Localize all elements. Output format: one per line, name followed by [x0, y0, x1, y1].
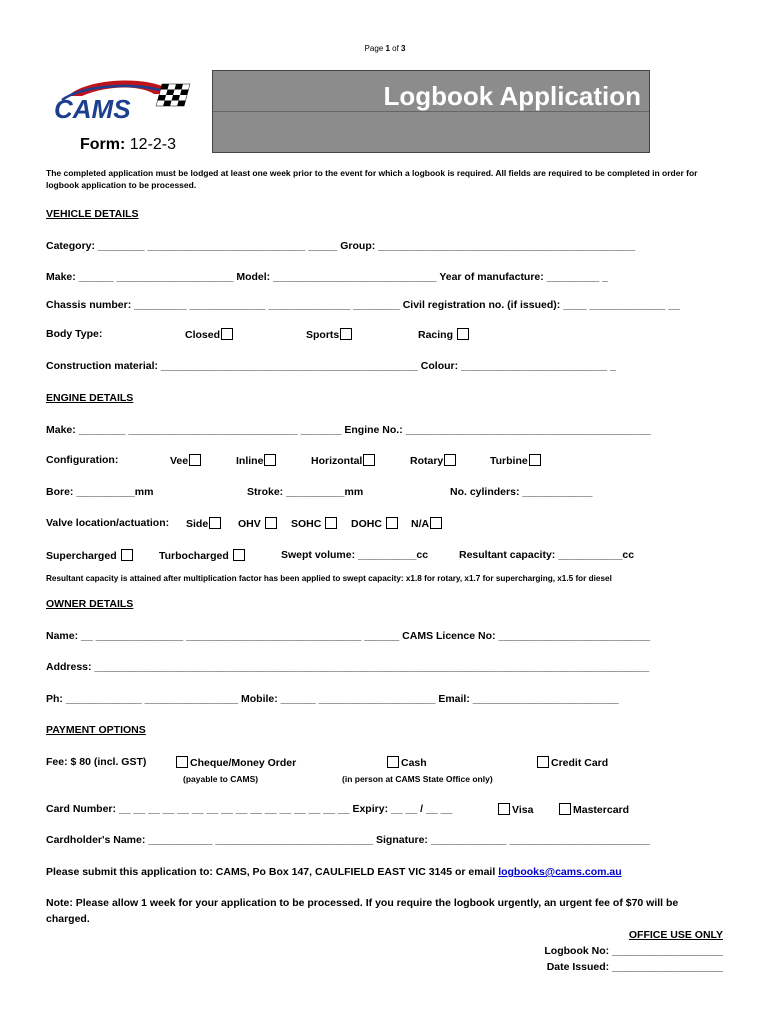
na-option[interactable]: N/A: [411, 517, 442, 530]
chassis-registration-field[interactable]: Chassis number: _________ _____________ ______________ ________ Civil registration no. (if issued): ____ _____________ __: [46, 299, 680, 311]
fee-label: Fee: $ 80 (incl. GST): [46, 756, 147, 768]
resultant-capacity-field[interactable]: Resultant capacity: ___________cc: [459, 549, 635, 561]
office-use-heading: OFFICE USE ONLY: [628, 929, 723, 941]
swept-volume-field[interactable]: Swept volume: __________cc: [281, 549, 429, 561]
cash-option[interactable]: Cash: [387, 756, 427, 769]
mastercard-option[interactable]: Mastercard: [559, 803, 629, 816]
mastercard-checkbox[interactable]: [559, 803, 571, 815]
na-checkbox[interactable]: [430, 517, 442, 529]
vehicle-heading: VEHICLE DETAILS: [46, 208, 139, 220]
make-model-year-field[interactable]: Make: ______ ____________________ Model: ____________________________ Year of manufacture: _________ _: [46, 271, 609, 283]
turbocharged-checkbox[interactable]: [233, 549, 245, 561]
bore-field[interactable]: Bore: __________mm: [46, 486, 154, 498]
cams-logo: [50, 74, 200, 124]
cardholder-signature-field[interactable]: Cardholder's Name: ___________ ___________________________ Signature: _____________ ________________________: [46, 834, 650, 846]
phone-mobile-email-field[interactable]: Ph: _____________ ________________ Mobile: ______ ____________________ Email: _________________________: [46, 693, 619, 705]
logbook-number-field[interactable]: Logbook No: ___________________: [544, 945, 723, 957]
card-number-expiry-field[interactable]: Card Number: __ __ __ __ __ __ __ __ __ __ __ __ __ __ __ __ Expiry: __ __ / __ __: [46, 803, 453, 815]
sports-checkbox[interactable]: [340, 328, 352, 340]
body-type-label: Body Type:: [46, 328, 103, 340]
ohv-checkbox[interactable]: [265, 517, 277, 529]
turbocharged-option[interactable]: Turbocharged: [159, 549, 245, 562]
dohc-checkbox[interactable]: [386, 517, 398, 529]
owner-heading: OWNER DETAILS: [46, 598, 134, 610]
visa-option[interactable]: Visa: [498, 803, 533, 816]
supercharged-checkbox[interactable]: [121, 549, 133, 561]
construction-colour-field[interactable]: Construction material: ____________________________________________ Colour: _________________________ _: [46, 360, 616, 372]
credit-card-option[interactable]: Credit Card: [537, 756, 608, 769]
rotary-checkbox[interactable]: [444, 454, 456, 466]
engine-make-number-field[interactable]: Make: ________ _____________________________ _______ Engine No.: __________________________________________: [46, 424, 651, 436]
email-link[interactable]: logbooks@cams.com.au: [498, 866, 622, 878]
valve-label: Valve location/actuation:: [46, 517, 170, 529]
cash-note: (in person at CAMS State Office only): [342, 774, 493, 784]
supercharged-option[interactable]: Supercharged: [46, 549, 133, 562]
ohv-option[interactable]: OHV: [238, 517, 277, 530]
racing-option[interactable]: Racing: [418, 328, 469, 341]
address-field[interactable]: Address: _______________________________________________________________________________________________: [46, 661, 650, 673]
category-group-field[interactable]: Category: ________ ___________________________ _____ Group: ____________________________________________: [46, 240, 636, 252]
side-option[interactable]: Side: [186, 517, 221, 530]
credit-card-checkbox[interactable]: [537, 756, 549, 768]
form-number: Form: 12-2-3: [80, 136, 177, 153]
inline-option[interactable]: Inline: [236, 454, 276, 467]
sports-option[interactable]: Sports: [306, 328, 352, 341]
rotary-option[interactable]: Rotary: [410, 454, 456, 467]
submit-instructions: Please submit this application to: CAMS, Po Box 147, CAULFIELD EAST VIC 3145 or email logbooks@cams.com.au: [46, 866, 622, 878]
racing-checkbox[interactable]: [457, 328, 469, 340]
dohc-option[interactable]: DOHC: [351, 517, 398, 530]
inline-checkbox[interactable]: [264, 454, 276, 466]
sohc-option[interactable]: SOHC: [291, 517, 337, 530]
cheque-note: (payable to CAMS): [183, 774, 259, 784]
turbine-checkbox[interactable]: [529, 454, 541, 466]
side-checkbox[interactable]: [209, 517, 221, 529]
vee-option[interactable]: Vee: [170, 454, 201, 467]
cylinders-field[interactable]: No. cylinders: ____________: [450, 486, 593, 498]
svg-text:CAMS: CAMS: [54, 94, 131, 124]
closed-option[interactable]: Closed: [185, 328, 233, 341]
vee-checkbox[interactable]: [189, 454, 201, 466]
page-number: Page 1 of 3: [364, 44, 406, 53]
cheque-checkbox[interactable]: [176, 756, 188, 768]
page-title: Logbook Application: [383, 81, 641, 111]
note-line-2: charged.: [46, 913, 90, 925]
configuration-label: Configuration:: [46, 454, 119, 466]
title-banner: [212, 70, 650, 153]
cheque-option[interactable]: Cheque/Money Order: [176, 756, 296, 769]
note-line-1: Note: Please allow 1 week for your application to be processed. If you require the logbook urgently, an urgent fee of $70 will be: [46, 897, 679, 909]
cash-checkbox[interactable]: [387, 756, 399, 768]
payment-heading: PAYMENT OPTIONS: [46, 724, 146, 736]
capacity-note: Resultant capacity is attained after multiplication factor has been applied to swept capacity: x1.8 for rotary, x1.7 for supercharging, x1.5 for diesel: [46, 574, 612, 583]
visa-checkbox[interactable]: [498, 803, 510, 815]
horizontal-checkbox[interactable]: [363, 454, 375, 466]
intro-text: The completed application must be lodged at least one week prior to the event for which a logbook is required. All fields are required to be completed in order for logbook application to be processed.: [46, 168, 698, 190]
stroke-field[interactable]: Stroke: __________mm: [247, 486, 364, 498]
turbine-option[interactable]: Turbine: [490, 454, 541, 467]
name-licence-field[interactable]: Name: __ _______________ ______________________________ ______ CAMS Licence No: __________________________: [46, 630, 651, 642]
engine-heading: ENGINE DETAILS: [46, 392, 134, 404]
sohc-checkbox[interactable]: [325, 517, 337, 529]
horizontal-option[interactable]: Horizontal: [311, 454, 375, 467]
closed-checkbox[interactable]: [221, 328, 233, 340]
date-issued-field[interactable]: Date Issued: ___________________: [546, 961, 723, 973]
